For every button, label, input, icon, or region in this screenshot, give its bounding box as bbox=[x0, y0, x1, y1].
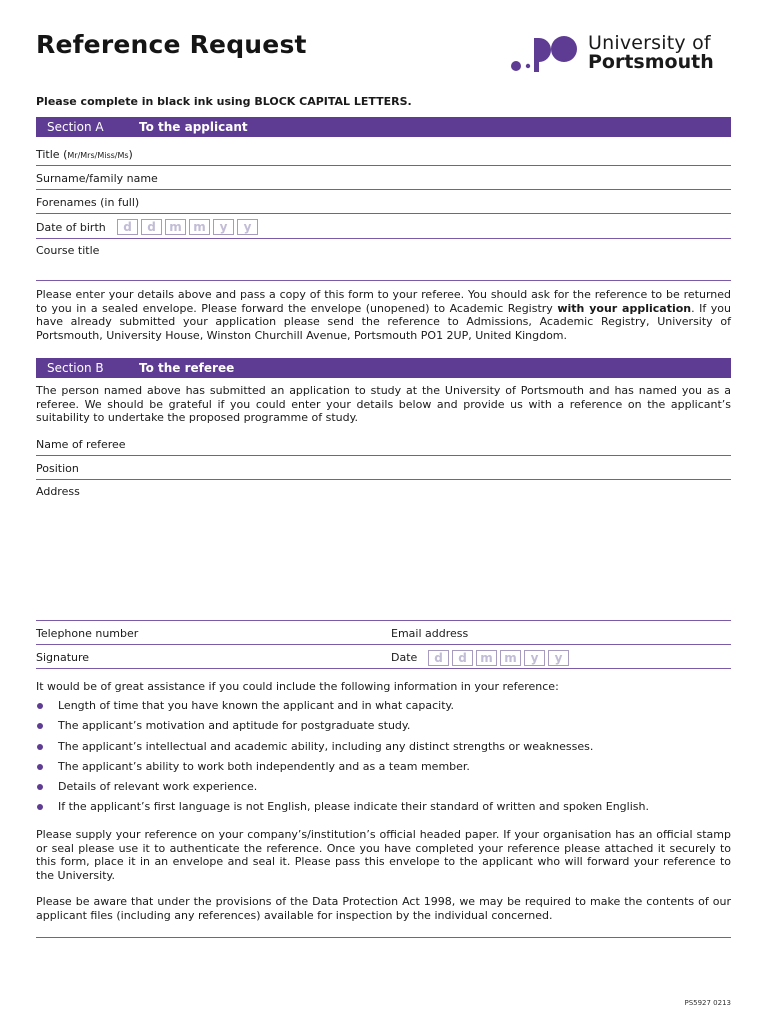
date-of-birth-field bbox=[36, 214, 731, 239]
date-month-box[interactable]: m bbox=[476, 650, 497, 666]
university-logo bbox=[510, 32, 732, 74]
logo-text-line2: Portsmouth bbox=[588, 51, 714, 73]
section-b-title: To the referee bbox=[139, 361, 235, 375]
date-boxes bbox=[428, 650, 572, 666]
surname-field[interactable] bbox=[36, 166, 731, 190]
list-item: If the applicant’s first language is not English, please indicate their standard of written and spoken English. bbox=[36, 800, 731, 820]
forenames-label: Forenames (in full) bbox=[36, 196, 140, 209]
signature-label[interactable]: Signature bbox=[36, 651, 90, 664]
bottom-divider bbox=[36, 937, 731, 938]
bullet-icon bbox=[37, 723, 43, 729]
email-label[interactable]: Email address bbox=[391, 627, 469, 640]
date-day-box[interactable]: d bbox=[428, 650, 449, 666]
list-item: The applicant’s ability to work both independently and as a team member. bbox=[36, 760, 731, 780]
list-item: Details of relevant work experience. bbox=[36, 780, 731, 800]
form-code: PS5927 0213 bbox=[684, 999, 731, 1007]
section-a-header bbox=[36, 117, 731, 137]
signature-date-row bbox=[36, 645, 731, 669]
applicant-note: Please enter your details above and pass a copy of this form to your referee. You should ask for the reference to be returned to you in a sealed envelope. Please forward the envelope (unopened) to Academic Registry with your application. If you have already submitted your application please send the reference to Admissions, Academic Registry, University of Portsmouth, University House, Winston Churchill Avenue, Portsmouth PO1 2UP, United Kingdom. bbox=[36, 288, 731, 342]
address-field[interactable] bbox=[36, 480, 731, 621]
date-year-box[interactable]: y bbox=[524, 650, 545, 666]
dob-day-box[interactable]: d bbox=[141, 219, 162, 235]
address-label: Address bbox=[36, 485, 80, 498]
date-day-box[interactable]: d bbox=[452, 650, 473, 666]
list-item: The applicant’s motivation and aptitude for postgraduate study. bbox=[36, 719, 731, 739]
bullet-icon bbox=[37, 784, 43, 790]
section-b-header bbox=[36, 358, 731, 378]
dob-month-box[interactable]: m bbox=[189, 219, 210, 235]
referee-name-label: Name of referee bbox=[36, 438, 126, 451]
data-protection-text: Please be aware that under the provisions of the Data Protection Act 1998, we may be required to make the contents of our applicant files (including any references) available for inspection by the individual concerned. bbox=[36, 895, 731, 922]
telephone-email-row bbox=[36, 621, 731, 645]
title-field[interactable] bbox=[36, 140, 731, 166]
page-title: Reference Request bbox=[36, 30, 307, 59]
dob-day-box[interactable]: d bbox=[117, 219, 138, 235]
dob-year-box[interactable]: y bbox=[213, 219, 234, 235]
title-label: Title (Mr/Mrs/Miss/Ms) bbox=[36, 148, 133, 161]
section-b-label: Section B bbox=[47, 361, 104, 375]
bullet-icon bbox=[37, 764, 43, 770]
date-year-box[interactable]: y bbox=[548, 650, 569, 666]
section-a-title: To the applicant bbox=[139, 120, 248, 134]
forenames-field[interactable] bbox=[36, 190, 731, 214]
telephone-label[interactable]: Telephone number bbox=[36, 627, 139, 640]
date-month-box[interactable]: m bbox=[500, 650, 521, 666]
reference-topics-list bbox=[36, 699, 731, 821]
date-label: Date bbox=[391, 651, 418, 664]
list-item: Length of time that you have known the applicant and in what capacity. bbox=[36, 699, 731, 719]
dob-boxes bbox=[117, 219, 261, 235]
section-a-label: Section A bbox=[47, 120, 104, 134]
list-item: The applicant’s intellectual and academic ability, including any distinct strengths or weaknesses. bbox=[36, 740, 731, 760]
referee-name-field[interactable] bbox=[36, 430, 731, 456]
position-field[interactable] bbox=[36, 456, 731, 480]
dob-month-box[interactable]: m bbox=[165, 219, 186, 235]
instruction-text: Please complete in black ink using BLOCK CAPITAL LETTERS. bbox=[36, 95, 412, 108]
bullet-icon bbox=[37, 703, 43, 709]
bullet-icon bbox=[37, 744, 43, 750]
info-intro: It would be of great assistance if you could include the following information in your reference: bbox=[36, 680, 559, 693]
supply-reference-text: Please supply your reference on your company’s/institution’s official headed paper. If your organisation has an official stamp or seal please use it to authenticate the reference. Once you have completed your reference please attached it securely to this form, place it in an envelope and seal it. Please pass this envelope to the applicant who will forward your reference to the University. bbox=[36, 828, 731, 882]
position-label: Position bbox=[36, 462, 79, 475]
surname-label: Surname/family name bbox=[36, 172, 158, 185]
logo-mark-icon bbox=[510, 34, 580, 74]
logo-text-line1: University of bbox=[588, 32, 711, 54]
course-title-field[interactable] bbox=[36, 239, 731, 281]
referee-intro: The person named above has submitted an application to study at the University of Portsmouth and has named you as a referee. We should be grateful if you could enter your details below and provide us with a reference on the applicant’s suitability to undertake the proposed programme of study. bbox=[36, 384, 731, 424]
dob-year-box[interactable]: y bbox=[237, 219, 258, 235]
dob-label: Date of birth bbox=[36, 221, 106, 234]
bullet-icon bbox=[37, 804, 43, 810]
course-title-label: Course title bbox=[36, 244, 100, 257]
